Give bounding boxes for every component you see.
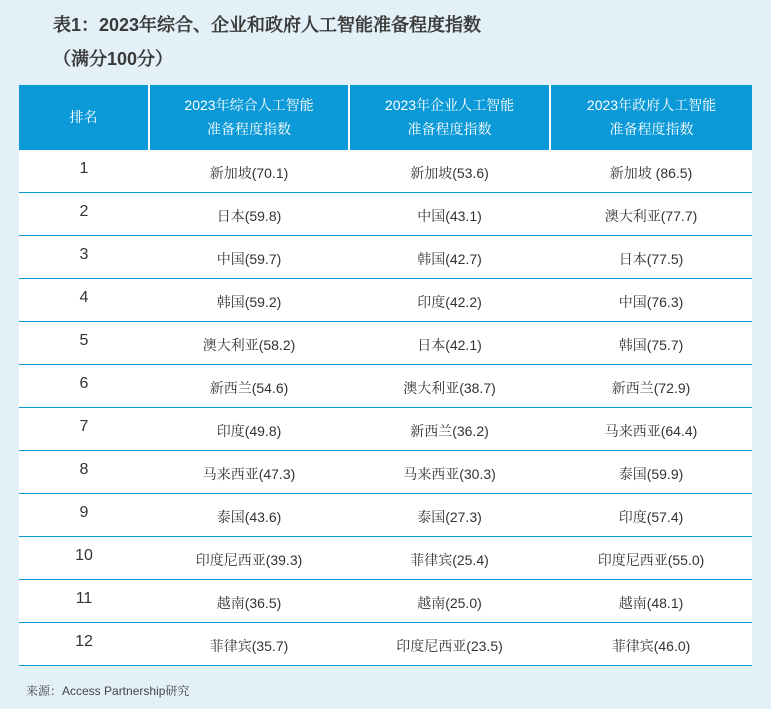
rank-cell: 9	[19, 494, 149, 537]
business-cell: 中国(43.1)	[349, 193, 550, 236]
rank-cell: 8	[19, 451, 149, 494]
rank-cell: 11	[19, 580, 149, 623]
header-government-line2: 准备程度指数	[609, 121, 694, 137]
business-cell: 印度(42.2)	[349, 279, 550, 322]
table-subtitle: （满分100分）	[53, 49, 174, 69]
overall-cell: 新加坡(70.1)	[149, 150, 349, 193]
table-row	[19, 193, 752, 236]
header-overall	[149, 85, 349, 150]
table-row	[19, 623, 752, 666]
table-title: 表1：2023年综合、企业和政府人工智能准备程度指数	[53, 15, 482, 35]
business-cell: 新加坡(53.6)	[349, 150, 550, 193]
table-body	[19, 150, 752, 666]
overall-cell: 日本(59.8)	[149, 193, 349, 236]
overall-cell: 中国(59.7)	[149, 236, 349, 279]
header-rank-line1: 排名	[69, 109, 98, 125]
overall-cell: 菲律宾(35.7)	[149, 623, 349, 666]
business-cell: 马来西亚(30.3)	[349, 451, 550, 494]
business-cell: 新西兰(36.2)	[349, 408, 550, 451]
table-row	[19, 236, 752, 279]
overall-cell: 澳大利亚(58.2)	[149, 322, 349, 365]
business-cell: 韩国(42.7)	[349, 236, 550, 279]
rank-cell: 1	[19, 150, 149, 193]
header-government	[550, 85, 752, 150]
government-cell: 菲律宾(46.0)	[550, 623, 752, 666]
business-cell: 越南(25.0)	[349, 580, 550, 623]
overall-cell: 越南(36.5)	[149, 580, 349, 623]
table-row	[19, 580, 752, 623]
rank-cell: 6	[19, 365, 149, 408]
government-cell: 澳大利亚(77.7)	[550, 193, 752, 236]
overall-cell: 马来西亚(47.3)	[149, 451, 349, 494]
business-cell: 日本(42.1)	[349, 322, 550, 365]
government-cell: 越南(48.1)	[550, 580, 752, 623]
overall-cell: 新西兰(54.6)	[149, 365, 349, 408]
ranking-table-container	[19, 85, 752, 666]
header-rank	[19, 85, 149, 150]
government-cell: 泰国(59.9)	[550, 451, 752, 494]
government-cell: 马来西亚(64.4)	[550, 408, 752, 451]
business-cell: 菲律宾(25.4)	[349, 537, 550, 580]
header-row	[19, 85, 752, 150]
government-cell: 印度(57.4)	[550, 494, 752, 537]
table-row	[19, 408, 752, 451]
business-cell: 澳大利亚(38.7)	[349, 365, 550, 408]
header-business-line1: 2023年企业人工智能	[384, 97, 515, 113]
source-note: 来源：Access Partnership研究	[26, 684, 190, 698]
overall-cell: 韩国(59.2)	[149, 279, 349, 322]
table-header	[19, 85, 752, 150]
table-row	[19, 494, 752, 537]
overall-cell: 泰国(43.6)	[149, 494, 349, 537]
header-business	[349, 85, 550, 150]
header-overall-line2: 准备程度指数	[207, 121, 291, 137]
government-cell: 新加坡 (86.5)	[550, 150, 752, 193]
rank-cell: 10	[19, 537, 149, 580]
rank-cell: 7	[19, 408, 149, 451]
overall-cell: 印度尼西亚(39.3)	[149, 537, 349, 580]
business-cell: 印度尼西亚(23.5)	[349, 623, 550, 666]
business-cell: 泰国(27.3)	[349, 494, 550, 537]
government-cell: 日本(77.5)	[550, 236, 752, 279]
header-business-line2: 准备程度指数	[407, 121, 492, 137]
ranking-table	[19, 85, 752, 666]
rank-cell: 4	[19, 279, 149, 322]
table-row	[19, 537, 752, 580]
table-row	[19, 279, 752, 322]
rank-cell: 5	[19, 322, 149, 365]
rank-cell: 12	[19, 623, 149, 666]
government-cell: 新西兰(72.9)	[550, 365, 752, 408]
header-overall-line1: 2023年综合人工智能	[184, 97, 314, 113]
government-cell: 韩国(75.7)	[550, 322, 752, 365]
header-government-line1: 2023年政府人工智能	[586, 97, 717, 113]
table-row	[19, 451, 752, 494]
rank-cell: 3	[19, 236, 149, 279]
government-cell: 印度尼西亚(55.0)	[550, 537, 752, 580]
overall-cell: 印度(49.8)	[149, 408, 349, 451]
table-row	[19, 150, 752, 193]
rank-cell: 2	[19, 193, 149, 236]
government-cell: 中国(76.3)	[550, 279, 752, 322]
table-row	[19, 365, 752, 408]
table-row	[19, 322, 752, 365]
